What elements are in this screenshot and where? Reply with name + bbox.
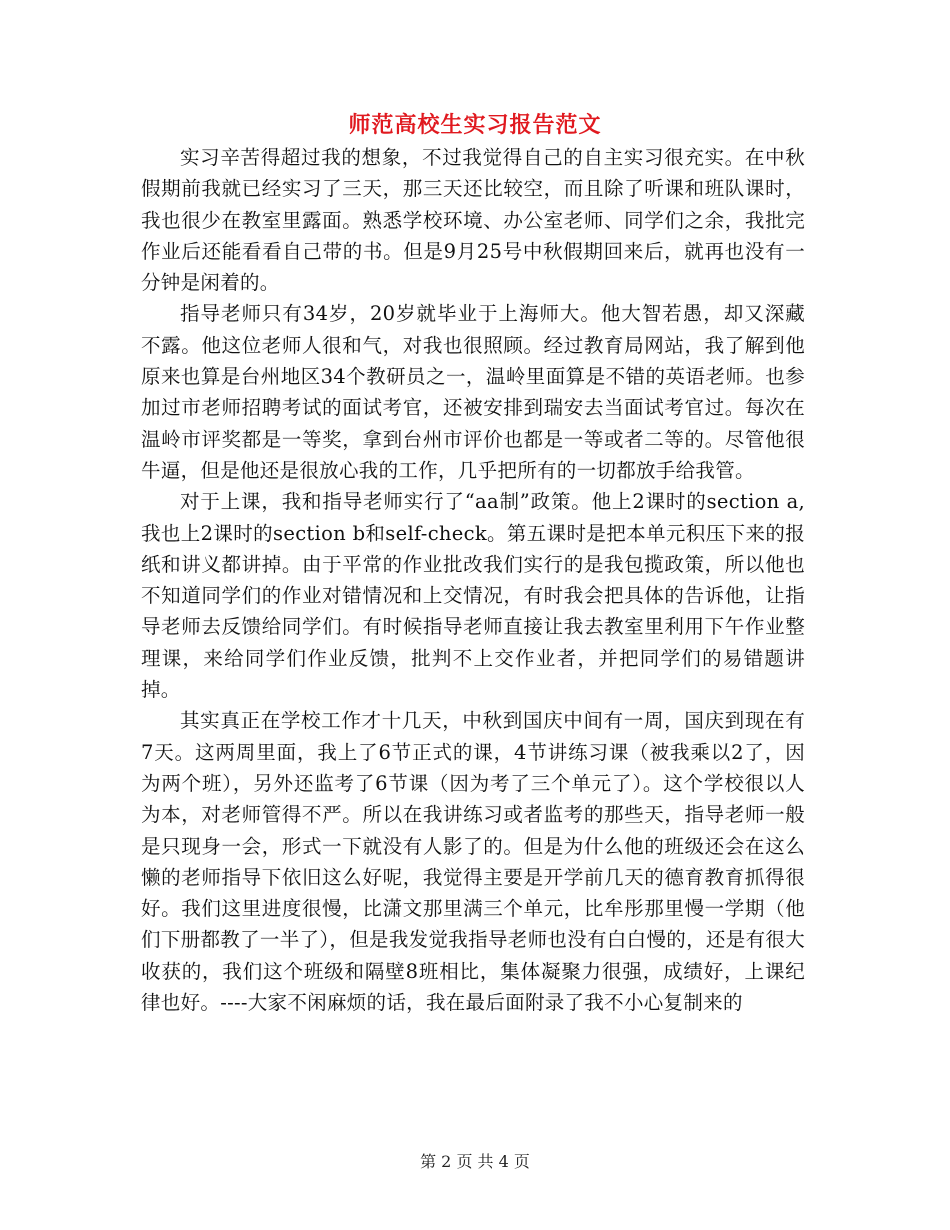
paragraph-4: 其实真正在学校工作才十几天，中秋到国庆中间有一周，国庆到现在有7天。这两周里面，我上了6节正式的课，4节讲练习课（被我乘以2了，因为两个班），另外还监考了6节课（因为考了三个单元了）。这个学校很以人为本，对老师管得不严。所以在我讲练习或者监考的那些天，指导老师一般是只现身一会，形式一下就没有人影了的。但是为什么他的班级还会在这么懒的老师指导下依旧这么好呢，我觉得主要是开学前几天的德育教育抓得很好。我们这里进度很慢，比潇文那里满三个单元，比牟彤那里慢一学期（他们下册都教了一半了），但是我发觉我指导老师也没有白白慢的，还是有很大收获的，我们这个班级和隔壁8班相比，集体凝聚力很强，成绩好，上课纪律也好。----大家不闲麻烦的话，我在最后面附录了我不小心复制来的 (141, 709, 805, 1015)
document-body (141, 142, 805, 1018)
paragraph-1: 实习辛苦得超过我的想象，不过我觉得自己的自主实习很充实。在中秋假期前我就已经实习了三天，那三天还比较空，而且除了听课和班队课时，我也很少在教室里露面。熟悉学校环境、办公室老师、同学们之余，我批完作业后还能看看自己带的书。但是9月25号中秋假期回来后，就再也没有一分钟是闲着的。 (141, 146, 805, 295)
paragraph-2: 指导老师只有34岁，20岁就毕业于上海师大。他大智若愚，却又深藏不露。他这位老师人很和气，对我也很照顾。经过教育局网站，我了解到他原来也算是台州地区34个教研员之一，温岭里面算是不错的英语老师。也参加过市老师招聘考试的面试考官，还被安排到瑞安去当面试考官过。每次在温岭市评奖都是一等奖，拿到台州市评价也都是一等或者二等的。尽管他很牛逼，但是他还是很放心我的工作，几乎把所有的一切都放手给我管。 (141, 302, 805, 482)
paragraph-3: 对于上课，我和指导老师实行了“aa制”政策。他上2课时的section a,我也上2课时的section b和self-check。第五课时是把本单元积压下来的报纸和讲义都讲掉。由于平常的作业批改我们实行的是我包揽政策，所以他也不知道同学们的作业对错情况和上交情况，有时我会把具体的告诉他，让指导老师去反馈给同学们。有时候指导老师直接让我去教室里利用下午作业整理课，来给同学们作业反馈，批判不上交作业者，并把同学们的易错题讲掉。 (141, 490, 805, 702)
page-footer: 第 2 页 共 4 页 (420, 1152, 530, 1171)
document-title: 师范高校生实习报告范文 (348, 113, 602, 138)
